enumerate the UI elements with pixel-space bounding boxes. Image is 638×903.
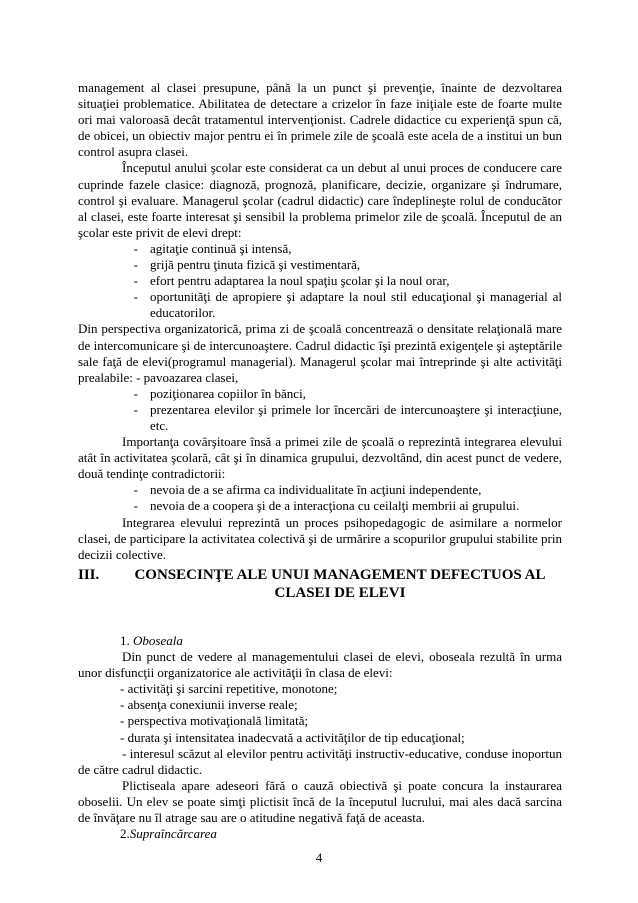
list-item: - activităţi şi sarcini repetitive, monotone; xyxy=(120,681,338,697)
list-item: - perspectiva motivaţională limitată; xyxy=(120,713,309,729)
paragraph-1: management al clasei presupune, până la un punct şi prevenţie, înainte de dezvoltarea situaţiei problematice. Abilitatea de detectare a crizelor în faze iniţiale este de foarte multe ori mai valoroasă decât tratamentul intervenţionist. Cadrele didactice cu experienţă spun că, de obicei, un obiectiv major pentru ei în primele zile de şcoală este acela de a institui un bun control asupra clasei. xyxy=(78,80,562,160)
list-item: - durata şi intensitatea inadecvată a activităţilor de tip educaţional; xyxy=(120,729,465,745)
list-item: - nevoia de a se afirma ca individualitate în acţiuni independente, xyxy=(133,482,482,498)
section-paragraph-3: Plictiseala apare adeseori fără o cauză obiectivă şi poate concura la instaurarea oboselii. Un elev se poate simţi plictisit încă de la începutul lucrului, mai ales dacă sarcina de învăţare nu îl atrage sau are o atitudine negativă faţă de aceasta. xyxy=(78,777,562,826)
list-item: - absenţa conexiunii inverse reale; xyxy=(120,697,298,713)
list-item: - efort pentru adaptarea la noul spaţiu şcolar şi la noul orar, xyxy=(133,273,450,289)
section-paragraph-1: Din punct de vedere al managementului clasei de elevi, oboseala rezultă în urma unor disfuncţii organizatorice ale activităţii în clasa de elevi: xyxy=(78,649,562,681)
body-text-section xyxy=(78,633,562,842)
section-paragraph-2: - interesul scăzut al elevilor pentru activităţi instructiv-educative, conduse inoportun de către cadrul didactic. xyxy=(78,745,562,777)
page-number: 4 xyxy=(315,850,323,865)
paragraph-5: Integrarea elevului reprezintă un proces psihopedagogic de asimilare a normelor clasei, de participare la activitatea colectivă şi de urmărire a scopurilor grupului stabilite prin decizii colective. xyxy=(78,514,562,562)
section-number: III. xyxy=(78,567,100,583)
body-text-top xyxy=(78,80,562,563)
section-list xyxy=(78,681,562,745)
subsection-heading-1: 1. Oboseala xyxy=(120,633,183,648)
list-item: - prezentarea elevilor şi primele lor încercări de intercunoaştere şi interacţiune, etc. xyxy=(133,401,562,433)
list-item: - nevoia de a coopera şi de a interacţiona cu ceilalţi membrii ai grupului. xyxy=(133,498,520,514)
paragraph-2: Începutul anului şcolar este considerat ca un debut al unui proces de conducere care cuprinde fazele clasice: diagnoză, prognoză, planificare, decizie, organizare şi îndrumare, control şi evaluare. Managerul şcolar (cadrul didactic) care îndeplineşte rolul de conducător al clasei, este foarte interesat şi sensibil la problema primelor zile de şcoală. Începutul de an şcolar este privit de elevi drept: xyxy=(78,160,562,240)
bullet-list-1 xyxy=(78,241,562,321)
list-item: - poziţionarea copiilor în bănci, xyxy=(133,385,306,401)
list-item: - grijă pentru ţinuta fizică şi vestimentară, xyxy=(133,257,361,273)
paragraph-3: Din perspectiva organizatorică, prima zi de şcoală concentrează o densitate relaţională mare de intercomunicare şi de intercunoaştere. Cadrul didactic îşi prezintă exigenţele şi aşteptările sale faţă de elevi(programul managerial). Managerul şcolar mai întreprinde şi alte activităţi prealabile: - pavoazarea clasei, xyxy=(78,321,562,385)
list-item: - agitaţie continuă şi intensă, xyxy=(133,240,292,256)
paragraph-4: Importanţa covârşitoare însă a primei zile de şcoală o reprezintă integrarea elevului atât în activitatea şcolară, cât şi în dinamica grupului, dezvoltând, din acest punct de vedere, două tendinţe contradictorii: xyxy=(78,434,562,482)
bullet-list-2 xyxy=(78,386,562,434)
subsection-heading-2: 2.Supraîncărcarea xyxy=(120,826,217,842)
section-heading xyxy=(78,566,562,602)
list-item: - oportunităţi de apropiere şi adaptare la noul stil educaţional şi managerial al educatorilor. xyxy=(133,289,562,321)
section-title: CONSECINŢE ALE UNUI MANAGEMENT DEFECTUOS AL CLASEI DE ELEVI xyxy=(134,567,546,601)
bullet-list-3 xyxy=(78,482,562,514)
